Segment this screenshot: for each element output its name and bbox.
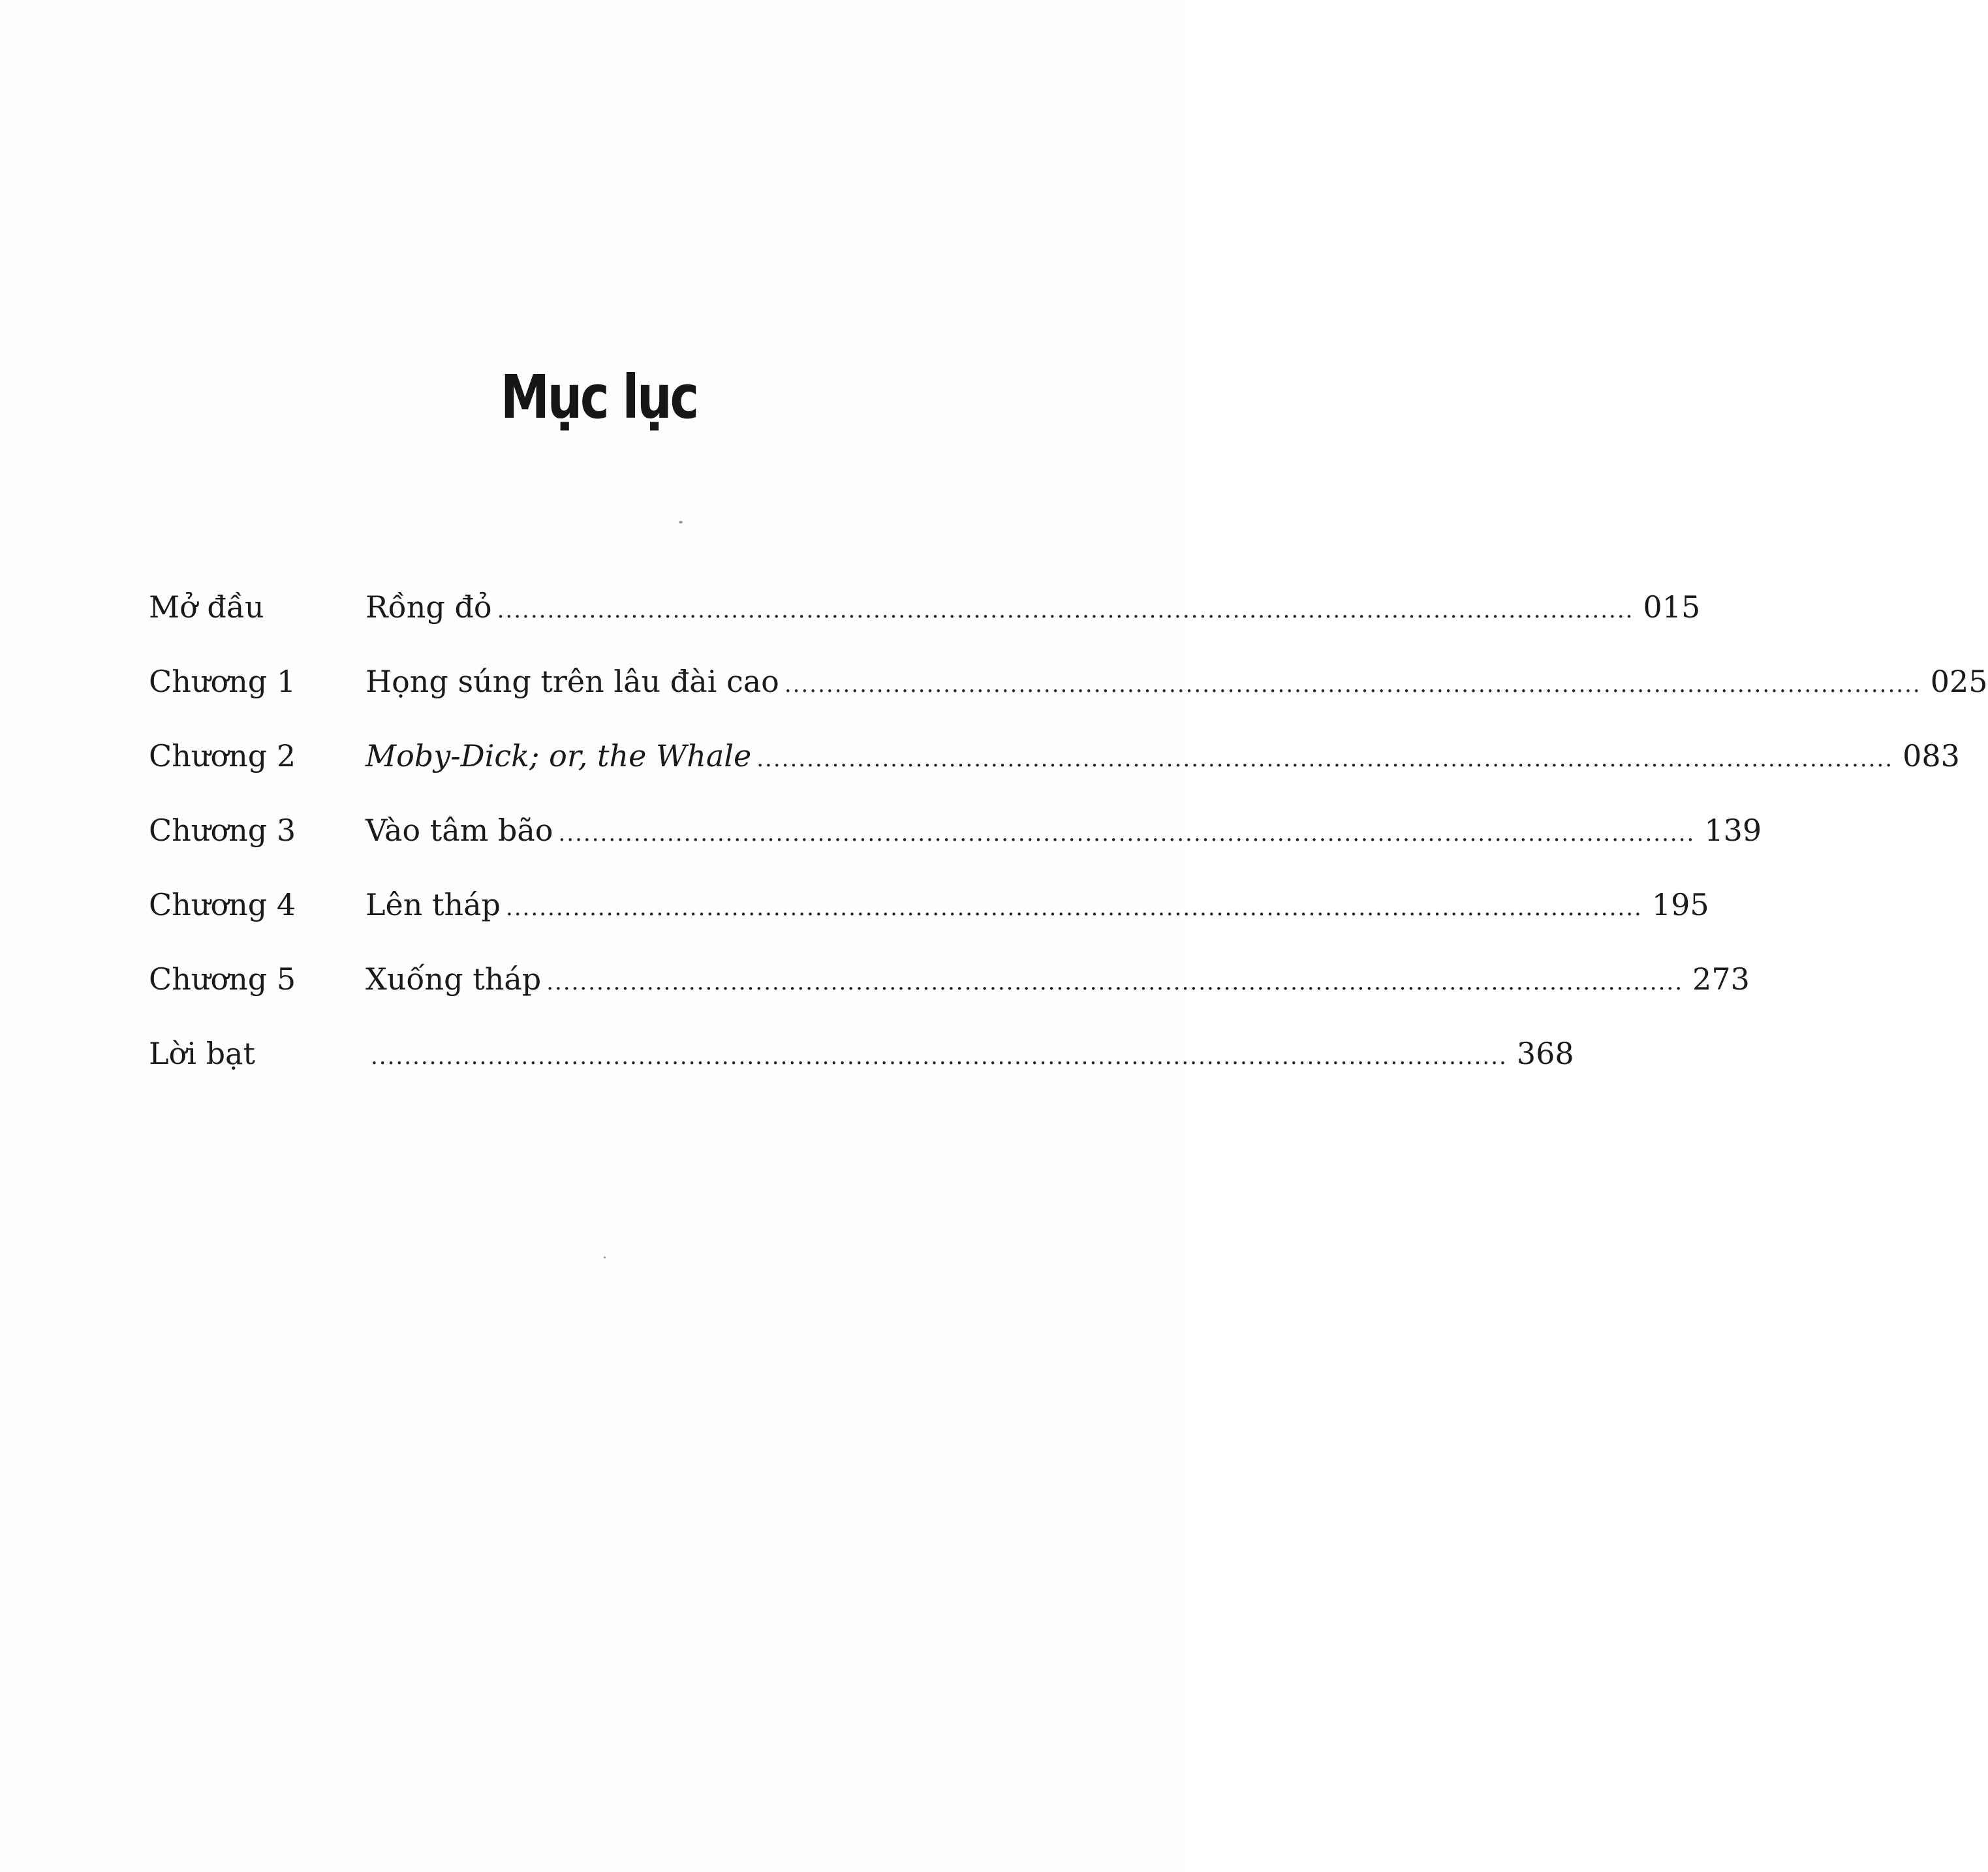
- toc-title: Họng súng trên lâu đài cao: [365, 664, 779, 699]
- toc-label: Chương 2: [149, 738, 296, 773]
- ink-speck: [604, 1256, 606, 1258]
- page-title: Mục lục: [500, 362, 697, 432]
- toc-label: Lời bạt: [149, 1036, 255, 1071]
- ink-speck: [679, 521, 683, 523]
- dot-leader: ........................................................................................................................................: [784, 672, 1921, 698]
- toc-page-number: 015: [1643, 589, 1701, 625]
- toc-entry-1[interactable]: [149, 655, 1988, 708]
- toc-title: Vào tâm bão: [365, 813, 553, 848]
- toc-label: Chương 1: [149, 664, 296, 699]
- toc-page-number: 195: [1651, 887, 1709, 922]
- toc-page-number: 083: [1903, 738, 1960, 773]
- toc-page-number: 139: [1704, 813, 1762, 848]
- toc-entry-4[interactable]: [149, 879, 1709, 931]
- toc-page-number: 368: [1516, 1036, 1574, 1071]
- toc-label: Chương 4: [149, 887, 296, 922]
- toc-entry-3[interactable]: [149, 804, 1762, 856]
- toc-page-number: 025: [1930, 664, 1988, 699]
- toc-label: Mở đầu: [149, 589, 264, 625]
- toc-entry-2[interactable]: [149, 730, 1960, 782]
- toc-entry-0[interactable]: [149, 581, 1701, 633]
- dot-leader: ........................................................................................................................................: [558, 820, 1696, 847]
- toc-title: Xuống tháp: [365, 961, 542, 997]
- dot-leader: ........................................................................................................................................: [506, 895, 1643, 921]
- toc-entry-6[interactable]: [149, 1027, 1574, 1080]
- toc-label: Chương 3: [149, 813, 296, 848]
- toc-title: Moby-Dick; or, the Whale: [365, 738, 752, 773]
- dot-leader: ........................................................................................................................................: [756, 746, 1894, 772]
- toc-entry-5[interactable]: [149, 953, 1750, 1005]
- toc-page-number: 273: [1692, 961, 1750, 997]
- dot-leader: ........................................................................................................................................: [497, 597, 1634, 623]
- toc-title: Rồng đỏ: [365, 589, 492, 625]
- toc-title: Lên tháp: [365, 887, 501, 922]
- toc-label: Chương 5: [149, 961, 296, 997]
- dot-leader: ........................................................................................................................................: [371, 1044, 1508, 1070]
- dot-leader: ........................................................................................................................................: [546, 969, 1684, 995]
